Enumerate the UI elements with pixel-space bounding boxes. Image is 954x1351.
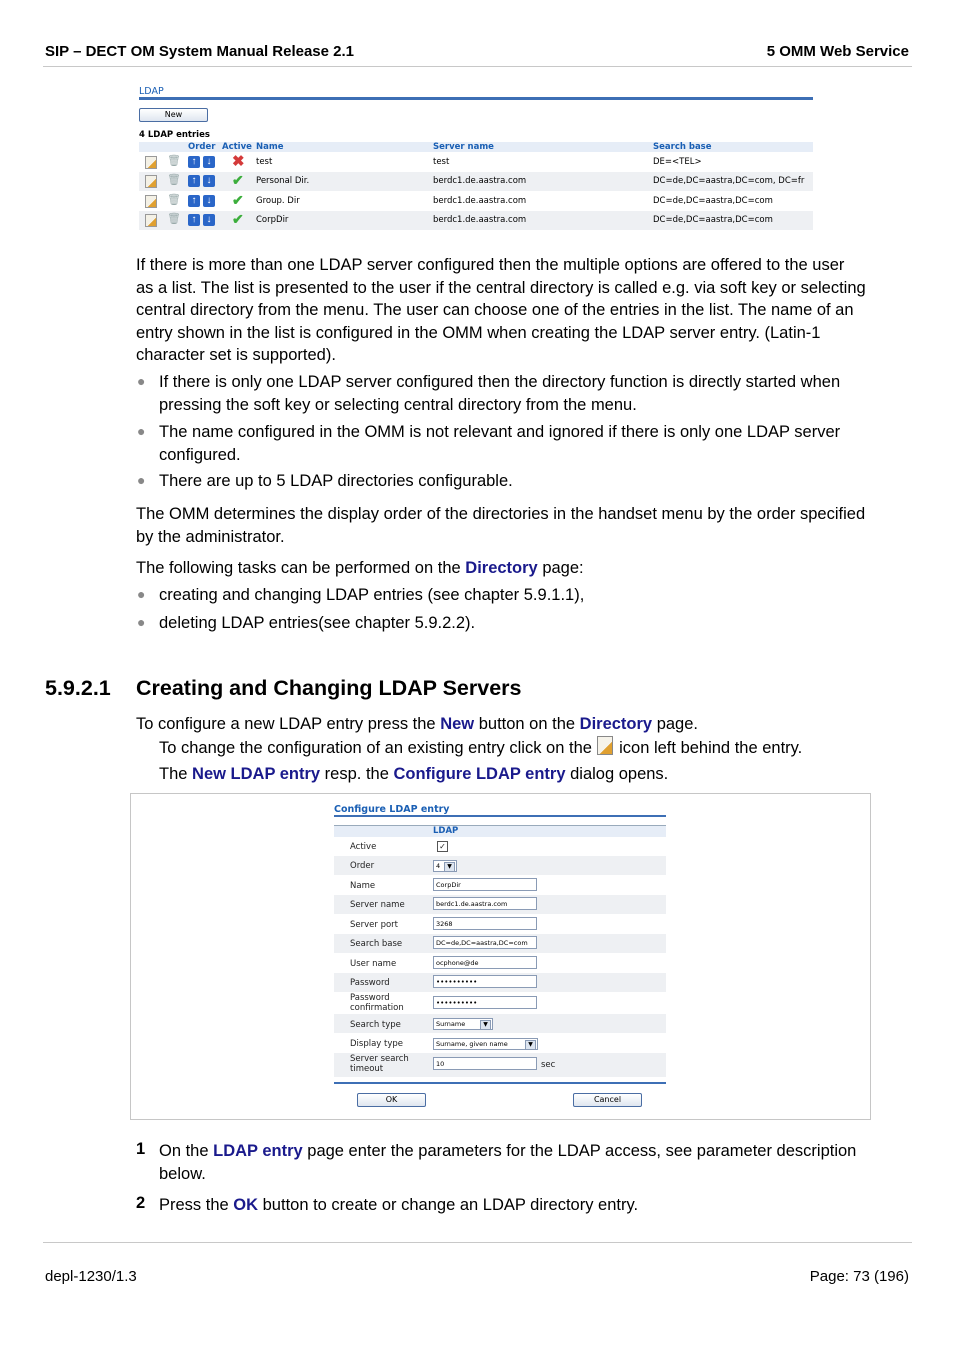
field-row-search-timeout: Server search timeout 10 sec [334,1053,666,1077]
entry-base: DC=de,DC=aastra,DC=com [653,196,773,206]
list-item: ● deleting LDAP entries(see chapter 5.9.2.2). [136,612,879,635]
move-down-icon[interactable]: ↓ [203,195,215,207]
bullet-icon: ● [137,472,146,488]
field-row-password-confirmation: Password confirmation •••••••••• [334,992,666,1014]
entry-base: DC=de,DC=aastra,DC=com, DC=fr [653,176,805,186]
step-number: 1 [136,1140,146,1158]
paragraph-multiple-servers: If there is more than one LDAP server configured then the multiple options are offered to the user as a list. The list is presented to the user if the central directory is called e.g. via soft key or selecting central directory from the menu. The user can choose one of the entries in the list. The name of an entry shown in the list is configured in the OMM when creating the LDAP server entry. (Latin-1 character set is supported). [136,256,866,364]
table-row [139,172,813,191]
entry-name: Group. Dir [256,196,300,206]
paragraph-edit-entry: To change the configuration of an existing entry click on the icon left behind the entry. [159,736,869,760]
doc-header-title: SIP – DECT OM System Manual Release 2.1 [45,43,355,60]
table-row [139,192,813,211]
edit-icon[interactable] [145,195,157,208]
search-type-select[interactable]: Surname ▼ [433,1018,493,1030]
server-port-input[interactable]: 3268 [433,917,537,930]
ldap-title-rule [139,97,813,100]
step-text: Press the OK button to create or change an LDAP directory entry. [159,1196,639,1214]
password-input[interactable]: •••••••••• [433,975,537,988]
list-item: ● The name configured in the OMM is not relevant and ignored if there is only one LDAP server configured. [136,421,879,466]
active-check-icon: ✔ [232,211,244,227]
trash-icon[interactable]: 🗑 [167,174,181,186]
field-row-name: Name CorpDir [334,876,666,895]
field-row-active: Active ✓ [334,837,666,856]
entry-server: berdc1.de.aastra.com [433,215,527,225]
ldap-entries-count: 4 LDAP entries [139,130,210,140]
edit-icon[interactable] [145,156,157,169]
config-bottom-rule [334,1082,666,1084]
list-item: ● There are up to 5 LDAP directories configurable. [136,470,879,493]
trash-icon[interactable]: 🗑 [167,194,181,206]
move-up-icon[interactable]: ↑ [188,214,200,226]
entry-name: test [256,157,273,167]
field-row-order: Order 4 ▼ [334,856,666,875]
step-number: 2 [136,1194,146,1212]
step-text: On the LDAP entry page enter the parameters for the LDAP access, see parameter description below. [159,1142,857,1183]
config-title-rule [334,815,666,817]
footer-rule [43,1242,912,1243]
ldap-screen-title: LDAP [139,86,164,97]
chevron-down-icon: ▼ [444,862,455,872]
bullet-icon: ● [137,373,146,389]
edit-icon[interactable] [145,175,157,188]
section-title: Creating and Changing LDAP Servers [136,676,522,700]
col-name: Name [256,142,284,152]
move-up-icon[interactable]: ↑ [188,175,200,187]
doc-id: depl-1230/1.3 [45,1268,137,1285]
header-rule [43,66,912,67]
move-down-icon[interactable]: ↓ [203,156,215,168]
paragraph-new-entry: To configure a new LDAP entry press the New button on the Directory page. [136,715,698,733]
trash-icon[interactable]: 🗑 [167,213,181,225]
timeout-unit: sec [541,1060,556,1070]
entry-base: DC=de,DC=aastra,DC=com [653,215,773,225]
server-name-input[interactable]: berdc1.de.aastra.com [433,897,537,910]
move-up-icon[interactable]: ↑ [188,156,200,168]
edit-icon[interactable] [145,214,157,227]
entry-base: DE=<TEL> [653,157,702,167]
field-row-password: Password •••••••••• [334,973,666,992]
col-server-name: Server name [433,142,494,152]
user-name-input[interactable]: ocphone@de [433,956,537,969]
new-button[interactable]: New [139,108,208,122]
col-active: Active [222,142,252,152]
doc-header-chapter: 5 OMM Web Service [766,43,909,60]
active-check-icon: ✔ [232,172,244,188]
name-input[interactable]: CorpDir [433,878,537,891]
field-row-search-base: Search base DC=de,DC=aastra,DC=com [334,934,666,953]
cancel-button[interactable]: Cancel [573,1093,642,1107]
list-item: ● creating and changing LDAP entries (see chapter 5.9.1.1), [136,584,879,607]
field-row-display-type: Display type Surname, given name ▼ [334,1034,666,1053]
search-base-input[interactable]: DC=de,DC=aastra,DC=com [433,936,537,949]
entry-server: test [433,157,450,167]
col-order: Order [188,142,216,152]
field-row-search-type: Search type Surname ▼ [334,1014,666,1033]
col-search-base: Search base [653,142,712,152]
move-up-icon[interactable]: ↑ [188,195,200,207]
search-timeout-input[interactable]: 10 [433,1057,537,1070]
entry-name: Personal Dir. [256,176,310,186]
bullet-icon: ● [137,586,146,602]
paragraph-display-order: The OMM determines the display order of the directories in the handset menu by the order specified by the administrator. [136,505,866,546]
list-item: ● If there is only one LDAP server configured then the directory function is directly started when pressing the soft key or selecting central directory from the menu. [136,371,879,416]
config-title: Configure LDAP entry [334,804,450,815]
display-type-select[interactable]: Surname, given name ▼ [433,1038,538,1050]
entry-server: berdc1.de.aastra.com [433,196,527,206]
field-row-server-name: Server name berdc1.de.aastra.com [334,895,666,914]
active-checkbox[interactable]: ✓ [437,841,448,852]
trash-icon[interactable]: 🗑 [167,155,181,167]
field-row-user-name: User name ocphone@de [334,954,666,973]
entry-name: CorpDir [256,215,289,225]
move-down-icon[interactable]: ↓ [203,175,215,187]
chevron-down-icon: ▼ [525,1040,536,1050]
bullet-icon: ● [137,423,146,439]
paragraph-tasks: The following tasks can be performed on the Directory page: [136,559,584,577]
chevron-down-icon: ▼ [480,1020,491,1030]
table-row [139,153,813,172]
table-row [139,211,813,230]
order-select[interactable]: 4 ▼ [433,860,457,872]
password-confirmation-input[interactable]: •••••••••• [433,996,537,1009]
move-down-icon[interactable]: ↓ [203,214,215,226]
ok-button[interactable]: OK [357,1093,426,1107]
config-section-label: LDAP [433,826,459,836]
edit-icon [597,736,613,755]
page-number: Page: 73 (196) [809,1268,909,1285]
paragraph-dialog-opens: The New LDAP entry resp. the Configure LDAP entry dialog opens. [159,765,669,783]
field-row-server-port: Server port 3268 [334,915,666,934]
directory-link: Directory [465,559,538,577]
bullet-icon: ● [137,614,146,630]
entry-server: berdc1.de.aastra.com [433,176,527,186]
active-check-icon: ✔ [232,192,244,208]
section-number: 5.9.2.1 [45,676,111,700]
inactive-x-icon: ✖ [232,153,245,170]
